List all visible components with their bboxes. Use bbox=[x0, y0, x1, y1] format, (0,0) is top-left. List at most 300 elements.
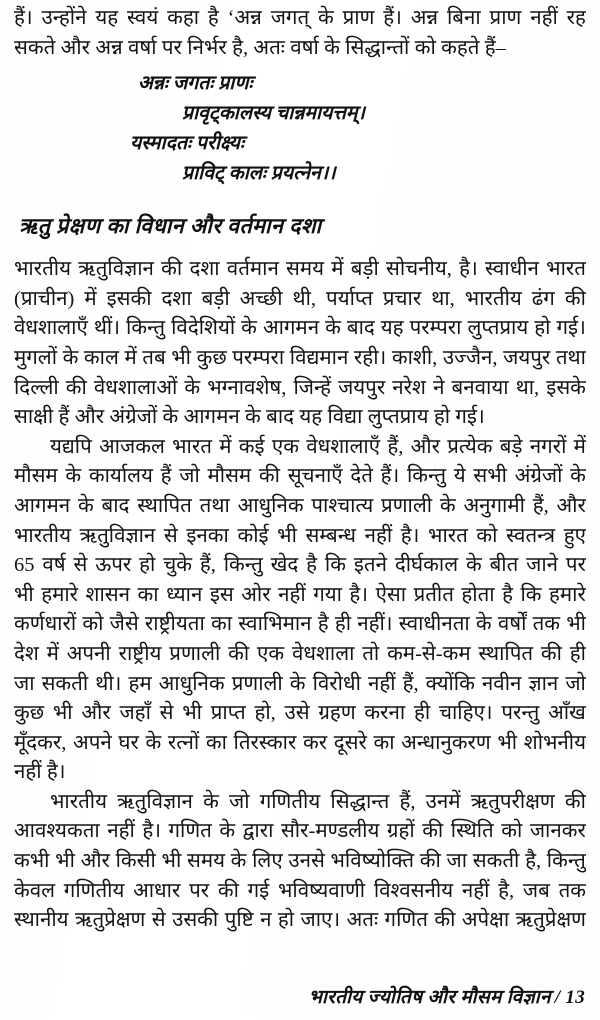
word: अन्धानुकरण bbox=[401, 731, 491, 754]
word: अनुगामी bbox=[463, 494, 525, 517]
word: आगमन bbox=[183, 406, 240, 429]
word: के bbox=[65, 465, 82, 488]
word: से bbox=[151, 909, 166, 932]
word: अतः bbox=[253, 36, 285, 59]
word: स्थानीय bbox=[14, 909, 69, 932]
word: गणित bbox=[384, 909, 428, 932]
word: राष्ट्रीय bbox=[118, 642, 162, 665]
word: रह bbox=[566, 7, 586, 29]
word: परम्परा bbox=[232, 346, 285, 369]
word: है। bbox=[400, 524, 420, 547]
word: जाने bbox=[526, 554, 559, 577]
word: के bbox=[203, 790, 219, 813]
word: दशा bbox=[189, 258, 220, 281]
word: हैं, bbox=[399, 790, 416, 813]
word: तक bbox=[532, 613, 561, 636]
word: खेद bbox=[270, 554, 299, 577]
word: जो bbox=[179, 465, 200, 488]
word: के bbox=[62, 346, 79, 369]
word: भारत bbox=[172, 435, 212, 458]
word: दिल्ली bbox=[14, 376, 59, 399]
word: की bbox=[564, 287, 586, 310]
word: कार्यालय bbox=[88, 465, 153, 488]
text-line bbox=[14, 255, 586, 285]
text-line bbox=[14, 847, 586, 877]
text-line bbox=[14, 640, 586, 670]
word: कुछ bbox=[196, 346, 227, 369]
word: में bbox=[84, 287, 97, 310]
word: के bbox=[317, 7, 334, 29]
word: गई। bbox=[455, 406, 485, 429]
word: हैं bbox=[160, 465, 172, 488]
word: और bbox=[60, 36, 90, 59]
word: नरेश bbox=[392, 376, 426, 399]
word: भारत bbox=[428, 524, 468, 547]
word: ज्ञान bbox=[528, 672, 559, 695]
word: ने bbox=[433, 376, 445, 399]
word: घर bbox=[118, 731, 139, 754]
text-line bbox=[14, 433, 586, 463]
word: को bbox=[82, 613, 104, 636]
word: किन्तु bbox=[406, 465, 447, 488]
word: जहाँ bbox=[119, 702, 151, 725]
word: किन्तु bbox=[546, 850, 586, 873]
word: और bbox=[74, 406, 105, 429]
word: था, bbox=[515, 376, 540, 399]
word: वर्ष bbox=[42, 554, 66, 577]
word: दशा bbox=[161, 287, 192, 310]
word: होता bbox=[461, 583, 495, 606]
text-line bbox=[14, 758, 586, 788]
word: आधुनिक bbox=[237, 494, 304, 517]
word: गणितीय bbox=[63, 879, 125, 902]
word: वर्षा bbox=[128, 36, 157, 59]
word: ऋतुपरीक्षण bbox=[470, 790, 555, 813]
word: हो bbox=[277, 909, 295, 932]
word: परम्परा bbox=[409, 317, 462, 340]
word: यह bbox=[95, 7, 119, 29]
word: इनका bbox=[186, 524, 229, 547]
word: ‘अन्न bbox=[227, 7, 262, 29]
word: स्वतन्त्र bbox=[506, 524, 556, 547]
word: है, bbox=[525, 850, 542, 873]
word: कर bbox=[302, 731, 328, 754]
word: विश्वसनीय bbox=[373, 879, 454, 902]
word: तब bbox=[142, 346, 166, 369]
word: इसके bbox=[546, 376, 586, 399]
paragraph bbox=[14, 433, 586, 788]
word: दीर्घकाल bbox=[394, 554, 459, 577]
word: पर bbox=[565, 554, 586, 577]
word: कुछ bbox=[14, 702, 45, 725]
word: है bbox=[502, 583, 513, 606]
word: बाद bbox=[266, 406, 295, 429]
word: ही bbox=[334, 613, 352, 636]
word: की bbox=[161, 258, 183, 281]
word: के bbox=[77, 494, 94, 517]
word: स्वाभिमान bbox=[238, 613, 312, 636]
word: ही bbox=[569, 642, 586, 665]
text-line bbox=[14, 877, 586, 907]
text-line bbox=[14, 788, 586, 818]
word: है। bbox=[142, 820, 161, 843]
word: को bbox=[414, 36, 436, 59]
word: आँख bbox=[548, 702, 586, 725]
word: भी bbox=[277, 524, 297, 547]
word: प्रणाली bbox=[169, 642, 221, 665]
word: लुप्तप्राय bbox=[467, 317, 529, 340]
word: उनसे bbox=[288, 850, 325, 873]
word: काशी, bbox=[391, 346, 438, 369]
word: देश bbox=[14, 642, 39, 665]
word: जा bbox=[446, 850, 468, 873]
word: स्थिति bbox=[450, 820, 494, 843]
word: नहीं bbox=[14, 761, 42, 784]
word: सोचनीय, bbox=[385, 258, 452, 281]
word: ग्रहों bbox=[386, 820, 415, 843]
word: जब bbox=[522, 879, 550, 902]
word: नहीं bbox=[278, 583, 306, 606]
word: भारतीय bbox=[464, 287, 522, 310]
word: गणित bbox=[168, 820, 212, 843]
word: बाद bbox=[101, 494, 130, 517]
word: था, bbox=[431, 287, 455, 310]
word: कहा bbox=[167, 7, 200, 29]
word: आधुनिक bbox=[158, 672, 225, 695]
word: तथा bbox=[555, 346, 586, 369]
word: भी bbox=[171, 346, 191, 369]
text-line bbox=[14, 670, 586, 700]
word: गणितीय bbox=[259, 790, 321, 813]
word: से bbox=[73, 554, 88, 577]
word: आधार bbox=[133, 879, 181, 902]
word: साक्षी bbox=[14, 406, 54, 429]
word: का bbox=[210, 613, 233, 636]
word: एक bbox=[271, 435, 299, 458]
word: के bbox=[184, 376, 201, 399]
word: उनमें bbox=[425, 790, 461, 813]
verse-line-4: प्राविट् कालः प्रयत्नेन।। bbox=[182, 163, 336, 185]
word: की bbox=[540, 642, 562, 665]
word: मुगलों bbox=[14, 346, 58, 369]
word: नगरों bbox=[529, 435, 567, 458]
word: आगमन bbox=[14, 494, 71, 517]
word: वर्षों bbox=[497, 613, 527, 636]
word: भी bbox=[14, 583, 34, 606]
word: क्योंकि bbox=[425, 672, 475, 695]
word: प्रतीत bbox=[413, 583, 454, 606]
word: रत्नों bbox=[167, 731, 200, 754]
text-line bbox=[14, 403, 586, 433]
word: भविष्यवाणी bbox=[277, 879, 366, 902]
word: चाहिए। bbox=[438, 702, 493, 725]
word: सौर-मण्डलीय bbox=[280, 820, 380, 843]
word: और bbox=[81, 702, 111, 725]
word: बाद bbox=[346, 317, 375, 340]
word: हम bbox=[128, 672, 152, 695]
paragraph bbox=[14, 255, 586, 433]
word: सकते bbox=[14, 36, 56, 59]
word: नवीन bbox=[481, 672, 522, 695]
word: के bbox=[230, 850, 247, 873]
word: रही। bbox=[353, 346, 387, 369]
word: करना bbox=[364, 702, 406, 725]
word: शोभनीय bbox=[523, 731, 586, 754]
word: यह bbox=[380, 317, 404, 340]
paragraph bbox=[14, 788, 586, 936]
word: गई। bbox=[556, 317, 586, 340]
word: कई bbox=[238, 435, 265, 458]
word: उसे bbox=[284, 702, 310, 725]
page-footer bbox=[309, 986, 585, 1010]
word: पर bbox=[161, 36, 182, 59]
word: विरोधी bbox=[312, 672, 361, 695]
word: देते bbox=[350, 465, 373, 488]
word: में bbox=[124, 346, 137, 369]
text-line bbox=[14, 374, 586, 404]
word: में bbox=[46, 642, 59, 665]
word: नहीं bbox=[367, 672, 396, 695]
word: समय bbox=[186, 850, 225, 873]
word: स्थापित bbox=[137, 494, 192, 517]
word: निर्भर bbox=[187, 36, 227, 59]
text-line bbox=[14, 462, 586, 492]
word: गई bbox=[247, 879, 270, 902]
word: नहीं bbox=[107, 820, 135, 843]
word: भी bbox=[52, 702, 73, 725]
word: सकती bbox=[41, 672, 89, 695]
word: भी bbox=[161, 850, 182, 873]
word: अन्न bbox=[410, 7, 439, 29]
word: हैं, bbox=[532, 494, 549, 517]
word: ऋतुविज्ञान bbox=[78, 258, 154, 281]
word: की bbox=[65, 376, 87, 399]
word: न bbox=[260, 909, 272, 932]
word: विद्या bbox=[327, 406, 363, 429]
word: के bbox=[289, 672, 306, 695]
word: हैं। bbox=[380, 465, 400, 488]
word: तो bbox=[362, 642, 380, 665]
word: हो bbox=[433, 406, 451, 429]
verse-line-2: प्रावृट्कालस्य चान्नमायत्तम्। bbox=[182, 103, 365, 125]
word: शासन bbox=[85, 583, 131, 606]
word: प्रत्येक bbox=[447, 435, 493, 458]
word: वर्तमान bbox=[226, 258, 279, 281]
word: इस bbox=[209, 583, 234, 606]
word: एक bbox=[257, 642, 285, 665]
word: जानकर bbox=[529, 820, 586, 843]
word: लिए bbox=[252, 850, 283, 873]
word: हैं bbox=[58, 406, 70, 429]
word: अच्छी bbox=[239, 287, 283, 310]
word: बड़े bbox=[499, 435, 523, 458]
text-line bbox=[14, 699, 586, 729]
word: से bbox=[159, 702, 174, 725]
word: परन्तु bbox=[501, 702, 540, 725]
word: सम्बन्ध bbox=[305, 524, 357, 547]
word: के bbox=[241, 317, 257, 340]
word: है, bbox=[232, 36, 249, 59]
section-heading: ऋतु प्रेक्षण का विधान और वर्तमान दशा bbox=[19, 214, 322, 239]
word: को bbox=[476, 524, 498, 547]
word: प्राप्त bbox=[210, 702, 246, 725]
word: कम-से-कम bbox=[387, 642, 471, 665]
word: ओर bbox=[241, 583, 271, 606]
word: का bbox=[373, 731, 395, 754]
word: विदेशियों bbox=[171, 317, 236, 340]
page-number: 13 bbox=[565, 987, 585, 1008]
word: की bbox=[422, 820, 444, 843]
word: की bbox=[228, 642, 250, 665]
word: भी bbox=[566, 613, 586, 636]
word: जयपुर bbox=[338, 376, 386, 399]
word: ढंग bbox=[531, 287, 555, 310]
word: अंग्रेजों bbox=[109, 406, 158, 429]
word: की bbox=[258, 465, 280, 488]
word: ऐसा bbox=[375, 583, 407, 606]
text-line bbox=[14, 906, 586, 936]
text-line bbox=[14, 610, 586, 640]
word: हैं, bbox=[402, 672, 419, 695]
word: केवल bbox=[14, 879, 56, 902]
word: जो bbox=[565, 672, 586, 695]
text-line bbox=[14, 314, 586, 344]
word: सिद्धान्तों bbox=[345, 36, 410, 59]
word: हैं, bbox=[387, 435, 404, 458]
word: उन्होंने bbox=[41, 7, 87, 29]
word: स्थापित bbox=[478, 642, 534, 665]
word: कि bbox=[520, 583, 542, 606]
word: ये bbox=[453, 465, 466, 488]
word: हैं। bbox=[14, 7, 33, 29]
word: के bbox=[475, 613, 492, 636]
word: राष्ट्रीयता bbox=[144, 613, 205, 636]
word: भी bbox=[55, 850, 75, 873]
word: कर्णधारों bbox=[14, 613, 77, 636]
word: ऊपर bbox=[95, 554, 132, 577]
word: मौसम bbox=[14, 465, 58, 488]
word: मौसम bbox=[207, 465, 252, 488]
word: सभी bbox=[473, 465, 507, 488]
word: नहीं bbox=[461, 879, 490, 902]
word: कभी bbox=[14, 850, 50, 873]
word: यह bbox=[299, 406, 323, 429]
word: के bbox=[324, 36, 340, 59]
word: हैं। bbox=[383, 7, 402, 29]
word: भारतीय bbox=[14, 258, 71, 281]
word: और bbox=[556, 494, 586, 517]
word: इतने bbox=[353, 554, 387, 577]
verse-line-3: यस्मादतः परीक्ष्यः bbox=[130, 133, 244, 155]
word: भारतीय bbox=[14, 524, 71, 547]
word: है। bbox=[349, 583, 369, 606]
word: के bbox=[162, 406, 179, 429]
word: सकती bbox=[472, 850, 520, 873]
text-line bbox=[14, 492, 586, 522]
word: की bbox=[434, 909, 456, 932]
word: आगमन bbox=[262, 317, 320, 340]
word: का bbox=[205, 731, 227, 754]
word: गया bbox=[313, 583, 342, 606]
word: कि bbox=[324, 554, 346, 577]
word: अपनी bbox=[66, 642, 111, 665]
word: अंग्रेजों bbox=[514, 465, 563, 488]
word: जाए। bbox=[300, 909, 341, 932]
word: वेधशाला bbox=[291, 642, 355, 665]
verse-line-1: अन्नः जगतः प्राणः bbox=[138, 73, 253, 95]
word: स्वाधीन bbox=[484, 258, 539, 281]
word: कहते bbox=[441, 36, 480, 59]
word: तथा bbox=[199, 494, 230, 517]
word: हैं, bbox=[199, 554, 216, 577]
word: ऋतुप्रेक्षण bbox=[75, 909, 146, 932]
word: दूसरे bbox=[333, 731, 367, 754]
text-line bbox=[14, 4, 586, 34]
word: जा bbox=[14, 672, 35, 695]
sanskrit-verse-block bbox=[14, 69, 586, 189]
word: है bbox=[306, 554, 318, 577]
word: जयपुर bbox=[503, 346, 551, 369]
word: चुके bbox=[163, 554, 192, 577]
word: स्वयं bbox=[126, 7, 159, 29]
word: मूँदकर, bbox=[14, 731, 67, 754]
word: बनवाया bbox=[451, 376, 509, 399]
word: है bbox=[207, 7, 219, 29]
word: में bbox=[331, 258, 344, 281]
word: हो, bbox=[254, 702, 276, 725]
word: नहीं bbox=[530, 7, 558, 29]
word: के bbox=[465, 554, 482, 577]
text-line bbox=[14, 34, 586, 64]
word: भी bbox=[182, 702, 202, 725]
word: जगत् bbox=[270, 7, 310, 29]
word: बीत bbox=[489, 554, 519, 577]
word: के bbox=[145, 731, 162, 754]
word: पाश्चात्य bbox=[311, 494, 374, 517]
word: अतः bbox=[346, 909, 379, 932]
word: यद्यपि bbox=[50, 435, 92, 458]
word: आवश्यकता bbox=[14, 820, 100, 843]
word: का bbox=[137, 583, 159, 606]
word: की bbox=[419, 850, 441, 873]
word: पुष्टि bbox=[224, 909, 254, 932]
word: बड़ी bbox=[201, 287, 230, 310]
word: से bbox=[163, 524, 178, 547]
word: ग्रहण bbox=[318, 702, 356, 725]
word: (प्राचीन) bbox=[14, 287, 75, 310]
word: भारतीय bbox=[50, 790, 107, 813]
body-paragraphs bbox=[14, 255, 586, 936]
word: उज्जैन, bbox=[442, 346, 498, 369]
word: प्रणाली bbox=[231, 672, 283, 695]
word: द्वारा bbox=[242, 820, 274, 843]
word: भविष्योक्ति bbox=[330, 850, 415, 873]
word: किन्तु bbox=[126, 317, 166, 340]
word: और bbox=[410, 435, 440, 458]
word: थी। bbox=[95, 672, 122, 695]
word: थीं। bbox=[93, 317, 121, 340]
word: समय bbox=[286, 258, 325, 281]
text-line bbox=[14, 729, 586, 759]
word: 65 bbox=[14, 554, 35, 577]
word: अपने bbox=[73, 731, 112, 754]
word: की bbox=[564, 790, 586, 813]
word: और bbox=[80, 850, 110, 873]
word: है, bbox=[498, 879, 515, 902]
word: लुप्तप्राय bbox=[367, 406, 429, 429]
word: की bbox=[217, 879, 239, 902]
word: में bbox=[573, 435, 586, 458]
